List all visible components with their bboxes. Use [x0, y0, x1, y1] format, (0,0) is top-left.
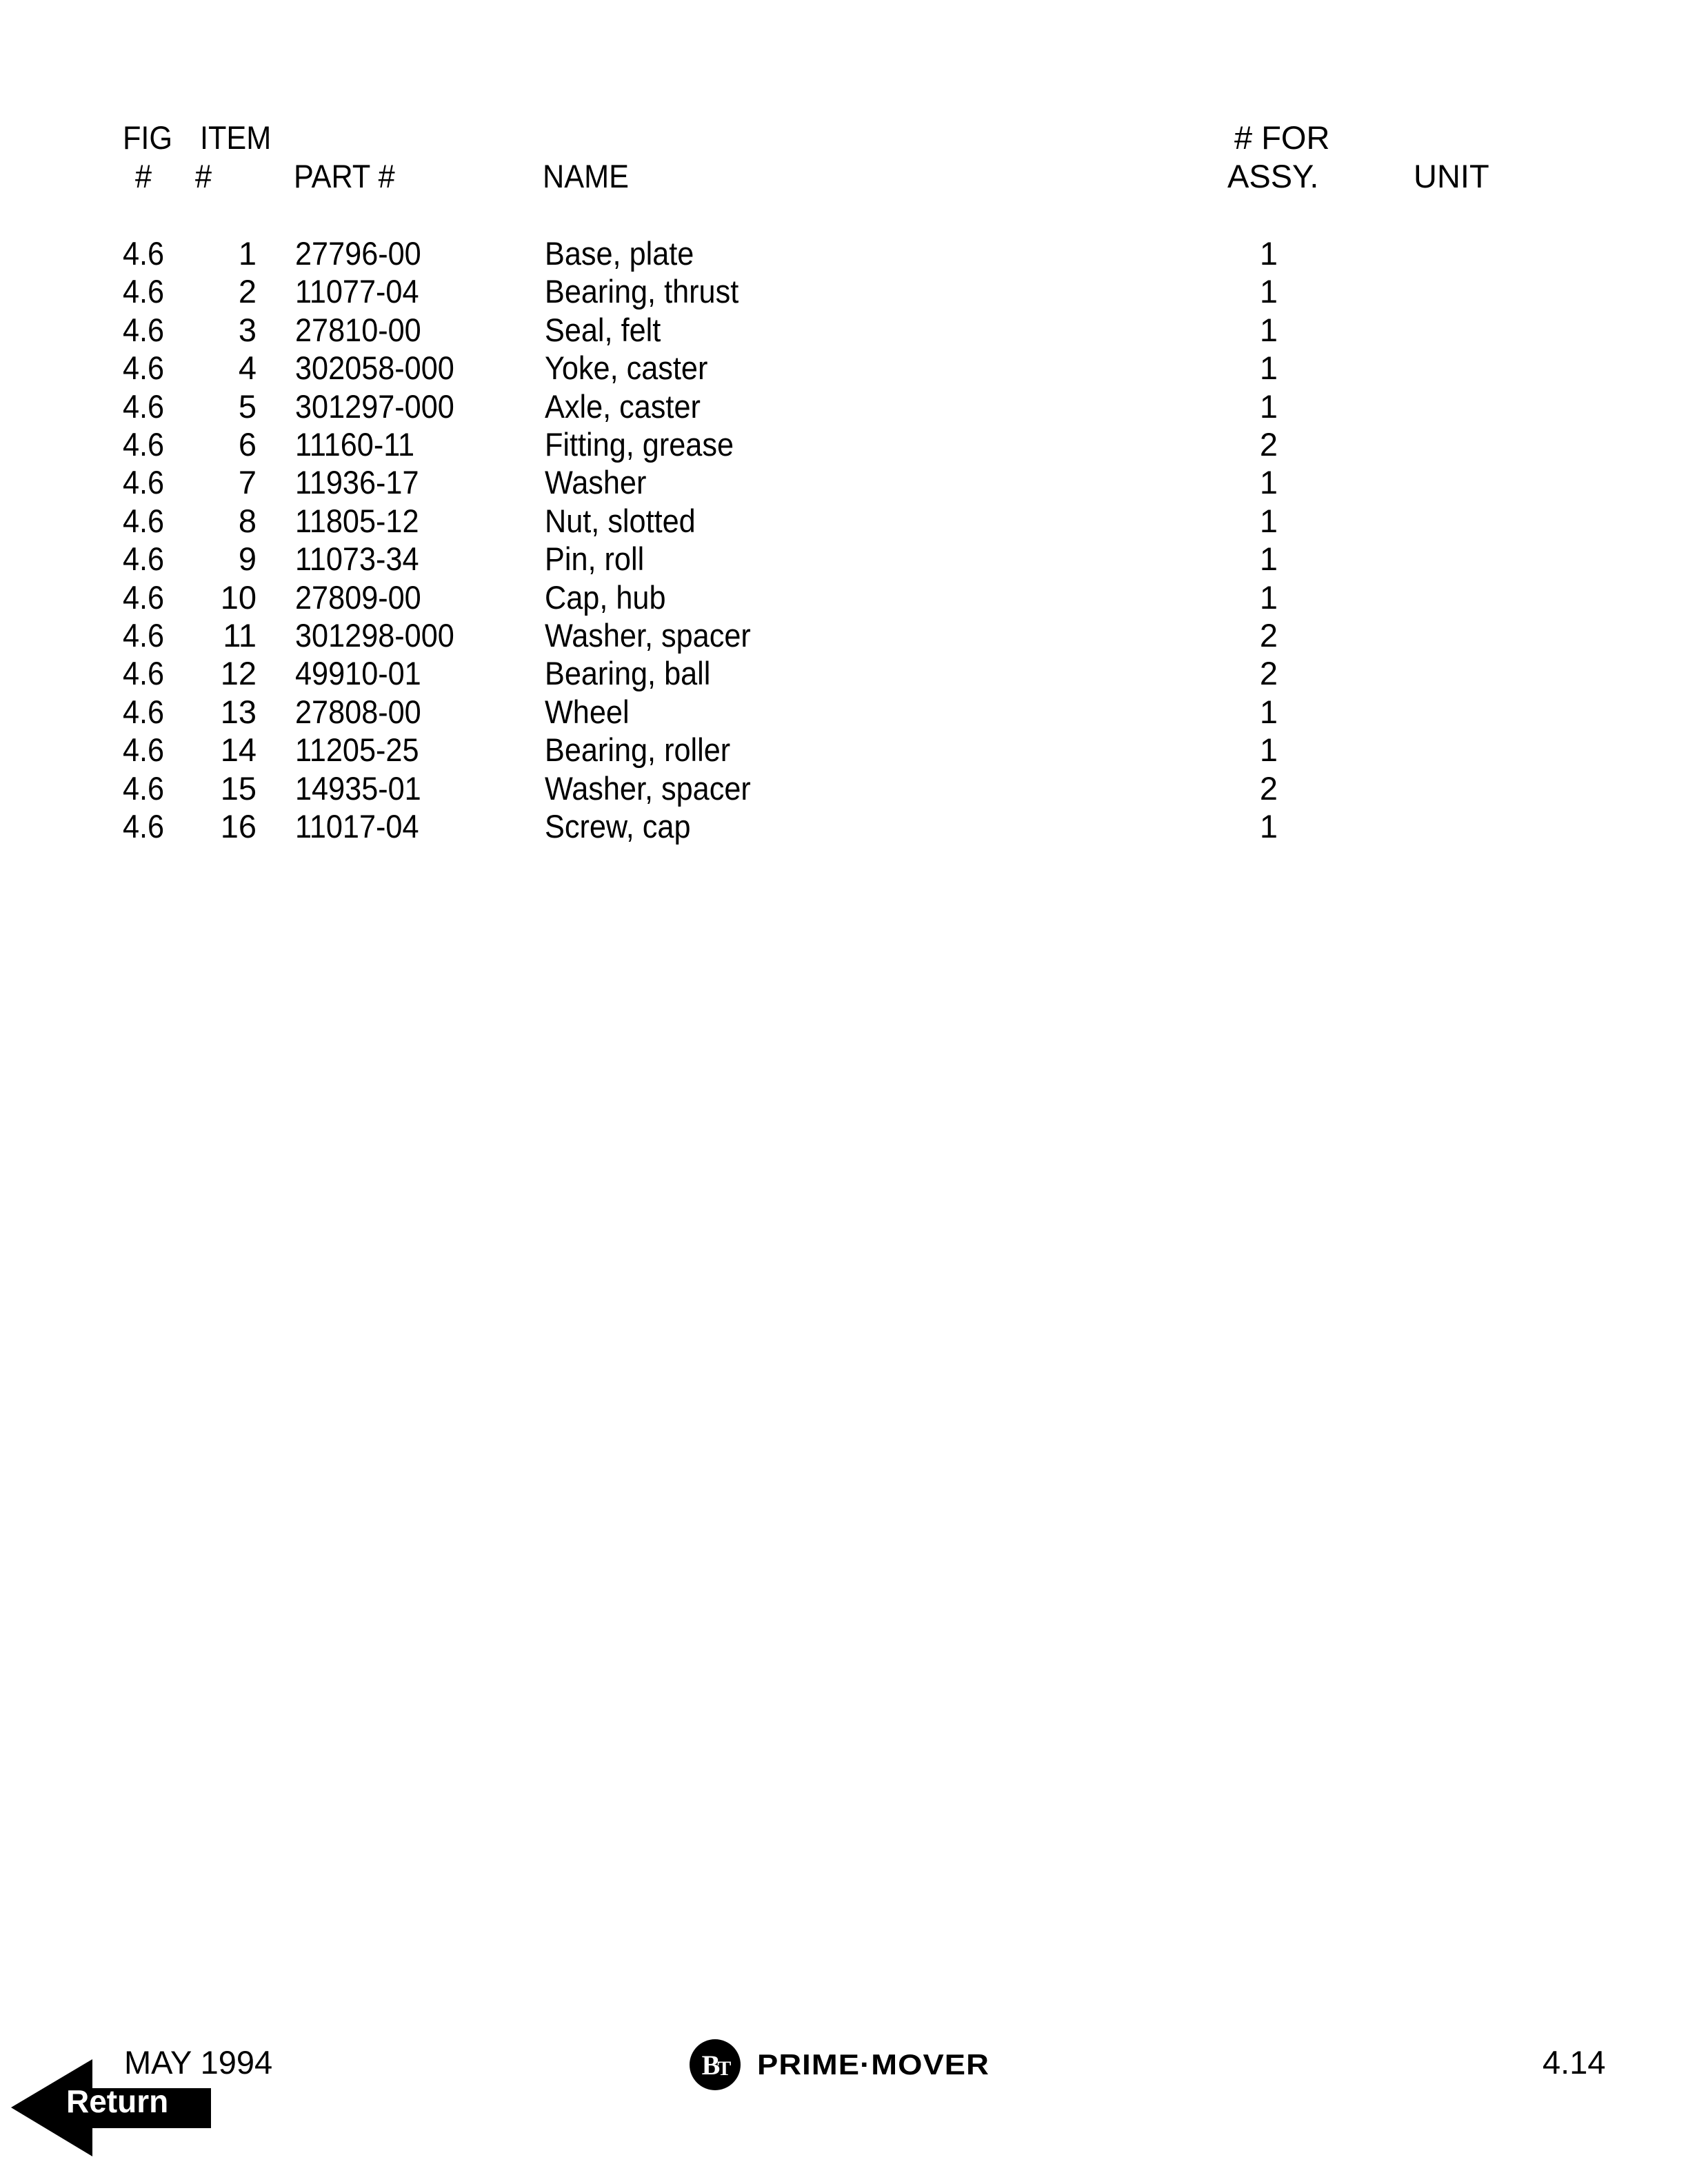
header-fig-line1: FIG	[123, 119, 173, 156]
cell-qty: 1	[1259, 540, 1278, 577]
cell-fig: 4.6	[123, 694, 165, 730]
cell-item: 16	[220, 808, 257, 845]
cell-qty: 1	[1259, 579, 1278, 616]
cell-name: Pin, roll	[545, 540, 645, 577]
cell-qty: 1	[1259, 388, 1278, 425]
cell-fig: 4.6	[123, 540, 165, 577]
table-row	[0, 731, 1688, 772]
cell-part: 11077-04	[295, 273, 419, 310]
cell-item: 6	[238, 426, 257, 463]
cell-fig: 4.6	[123, 617, 165, 654]
cell-item: 13	[220, 694, 257, 730]
table-row	[0, 540, 1688, 581]
header-fig-line2: #	[135, 158, 152, 194]
cell-part: 11805-12	[295, 503, 419, 539]
cell-fig: 4.6	[123, 235, 165, 272]
cell-item: 9	[238, 540, 257, 577]
cell-qty: 1	[1259, 312, 1278, 348]
cell-qty: 2	[1259, 655, 1278, 691]
cell-fig: 4.6	[123, 273, 165, 310]
cell-part: 27809-00	[295, 579, 421, 616]
cell-qty: 1	[1259, 503, 1278, 539]
cell-qty: 1	[1259, 273, 1278, 310]
header-qty-line1: # FOR	[1234, 119, 1330, 156]
return-label: Return	[66, 2083, 169, 2119]
cell-item: 4	[238, 350, 257, 386]
header-qty-line2: ASSY.	[1227, 158, 1319, 194]
bt-badge-icon	[690, 2039, 741, 2090]
cell-qty: 1	[1259, 235, 1278, 272]
cell-part: 301298-000	[295, 617, 454, 654]
cell-qty: 1	[1259, 694, 1278, 730]
cell-part: 302058-000	[295, 350, 454, 386]
table-row	[0, 275, 1688, 314]
cell-item: 1	[238, 235, 257, 272]
table-row	[0, 390, 1688, 429]
cell-item: 8	[238, 503, 257, 539]
table-row	[0, 696, 1688, 734]
cell-part: 11160-11	[295, 426, 415, 463]
cell-item: 14	[220, 731, 257, 768]
cell-qty: 1	[1259, 808, 1278, 845]
table-row	[0, 657, 1688, 696]
cell-part: 49910-01	[295, 655, 421, 691]
cell-name: Bearing, roller	[545, 731, 731, 768]
cell-part: 301297-000	[295, 388, 454, 425]
cell-fig: 4.6	[123, 426, 165, 463]
cell-name: Nut, slotted	[545, 503, 696, 539]
cell-name: Base, plate	[545, 235, 694, 272]
cell-name: Axle, caster	[545, 388, 701, 425]
return-button[interactable]	[11, 2058, 211, 2158]
cell-item: 12	[220, 655, 257, 691]
brand-logo	[690, 2037, 989, 2092]
cell-name: Washer, spacer	[545, 770, 751, 807]
table-row	[0, 505, 1688, 543]
cell-name: Yoke, caster	[545, 350, 708, 386]
cell-fig: 4.6	[123, 350, 165, 386]
cell-name: Fitting, grease	[545, 426, 734, 463]
cell-name: Cap, hub	[545, 579, 666, 616]
table-row	[0, 581, 1688, 620]
table-row	[0, 772, 1688, 811]
cell-item: 3	[238, 312, 257, 348]
cell-item: 10	[220, 579, 257, 616]
table-row	[0, 352, 1688, 390]
cell-item: 7	[238, 464, 257, 501]
table-row	[0, 619, 1688, 658]
cell-item: 11	[223, 617, 257, 654]
cell-part: 14935-01	[295, 770, 421, 807]
header-item-line2: #	[195, 158, 212, 194]
cell-name: Bearing, ball	[545, 655, 711, 691]
table-row	[0, 466, 1688, 505]
header-name: NAME	[543, 158, 629, 194]
brand-name: PRIME·MOVER	[757, 2048, 989, 2081]
cell-qty: 2	[1259, 426, 1278, 463]
cell-name: Washer, spacer	[545, 617, 751, 654]
cell-name: Bearing, thrust	[545, 273, 739, 310]
footer-date: MAY 1994	[124, 2044, 273, 2081]
cell-part: 27810-00	[295, 312, 421, 348]
cell-fig: 4.6	[123, 808, 165, 845]
cell-fig: 4.6	[123, 388, 165, 425]
cell-qty: 2	[1259, 770, 1278, 807]
cell-qty: 1	[1259, 731, 1278, 768]
cell-name: Wheel	[545, 694, 630, 730]
cell-fig: 4.6	[123, 655, 165, 691]
cell-part: 11073-34	[295, 540, 419, 577]
cell-fig: 4.6	[123, 731, 165, 768]
cell-fig: 4.6	[123, 503, 165, 539]
cell-part: 27796-00	[295, 235, 421, 272]
cell-part: 27808-00	[295, 694, 421, 730]
table-row	[0, 314, 1688, 352]
header-item-line1: ITEM	[200, 119, 272, 156]
cell-fig: 4.6	[123, 464, 165, 501]
table-row	[0, 428, 1688, 467]
cell-name: Screw, cap	[545, 808, 691, 845]
badge-letter-b: B	[701, 2049, 718, 2081]
cell-fig: 4.6	[123, 312, 165, 348]
cell-item: 5	[238, 388, 257, 425]
cell-part: 11017-04	[295, 808, 419, 845]
cell-name: Seal, felt	[545, 312, 661, 348]
cell-qty: 2	[1259, 617, 1278, 654]
page-number: 4.14	[1543, 2044, 1606, 2081]
cell-qty: 1	[1259, 464, 1278, 501]
cell-item: 2	[238, 273, 257, 310]
header-part: PART #	[294, 158, 395, 194]
cell-name: Washer	[545, 464, 647, 501]
cell-part: 11205-25	[295, 731, 419, 768]
table-row	[0, 810, 1688, 849]
cell-part: 11936-17	[295, 464, 419, 501]
header-unit: UNIT	[1414, 158, 1489, 194]
cell-item: 15	[220, 770, 257, 807]
cell-fig: 4.6	[123, 579, 165, 616]
cell-qty: 1	[1259, 350, 1278, 386]
table-row	[0, 237, 1688, 276]
cell-fig: 4.6	[123, 770, 165, 807]
badge-letter-t: T	[717, 2057, 729, 2080]
